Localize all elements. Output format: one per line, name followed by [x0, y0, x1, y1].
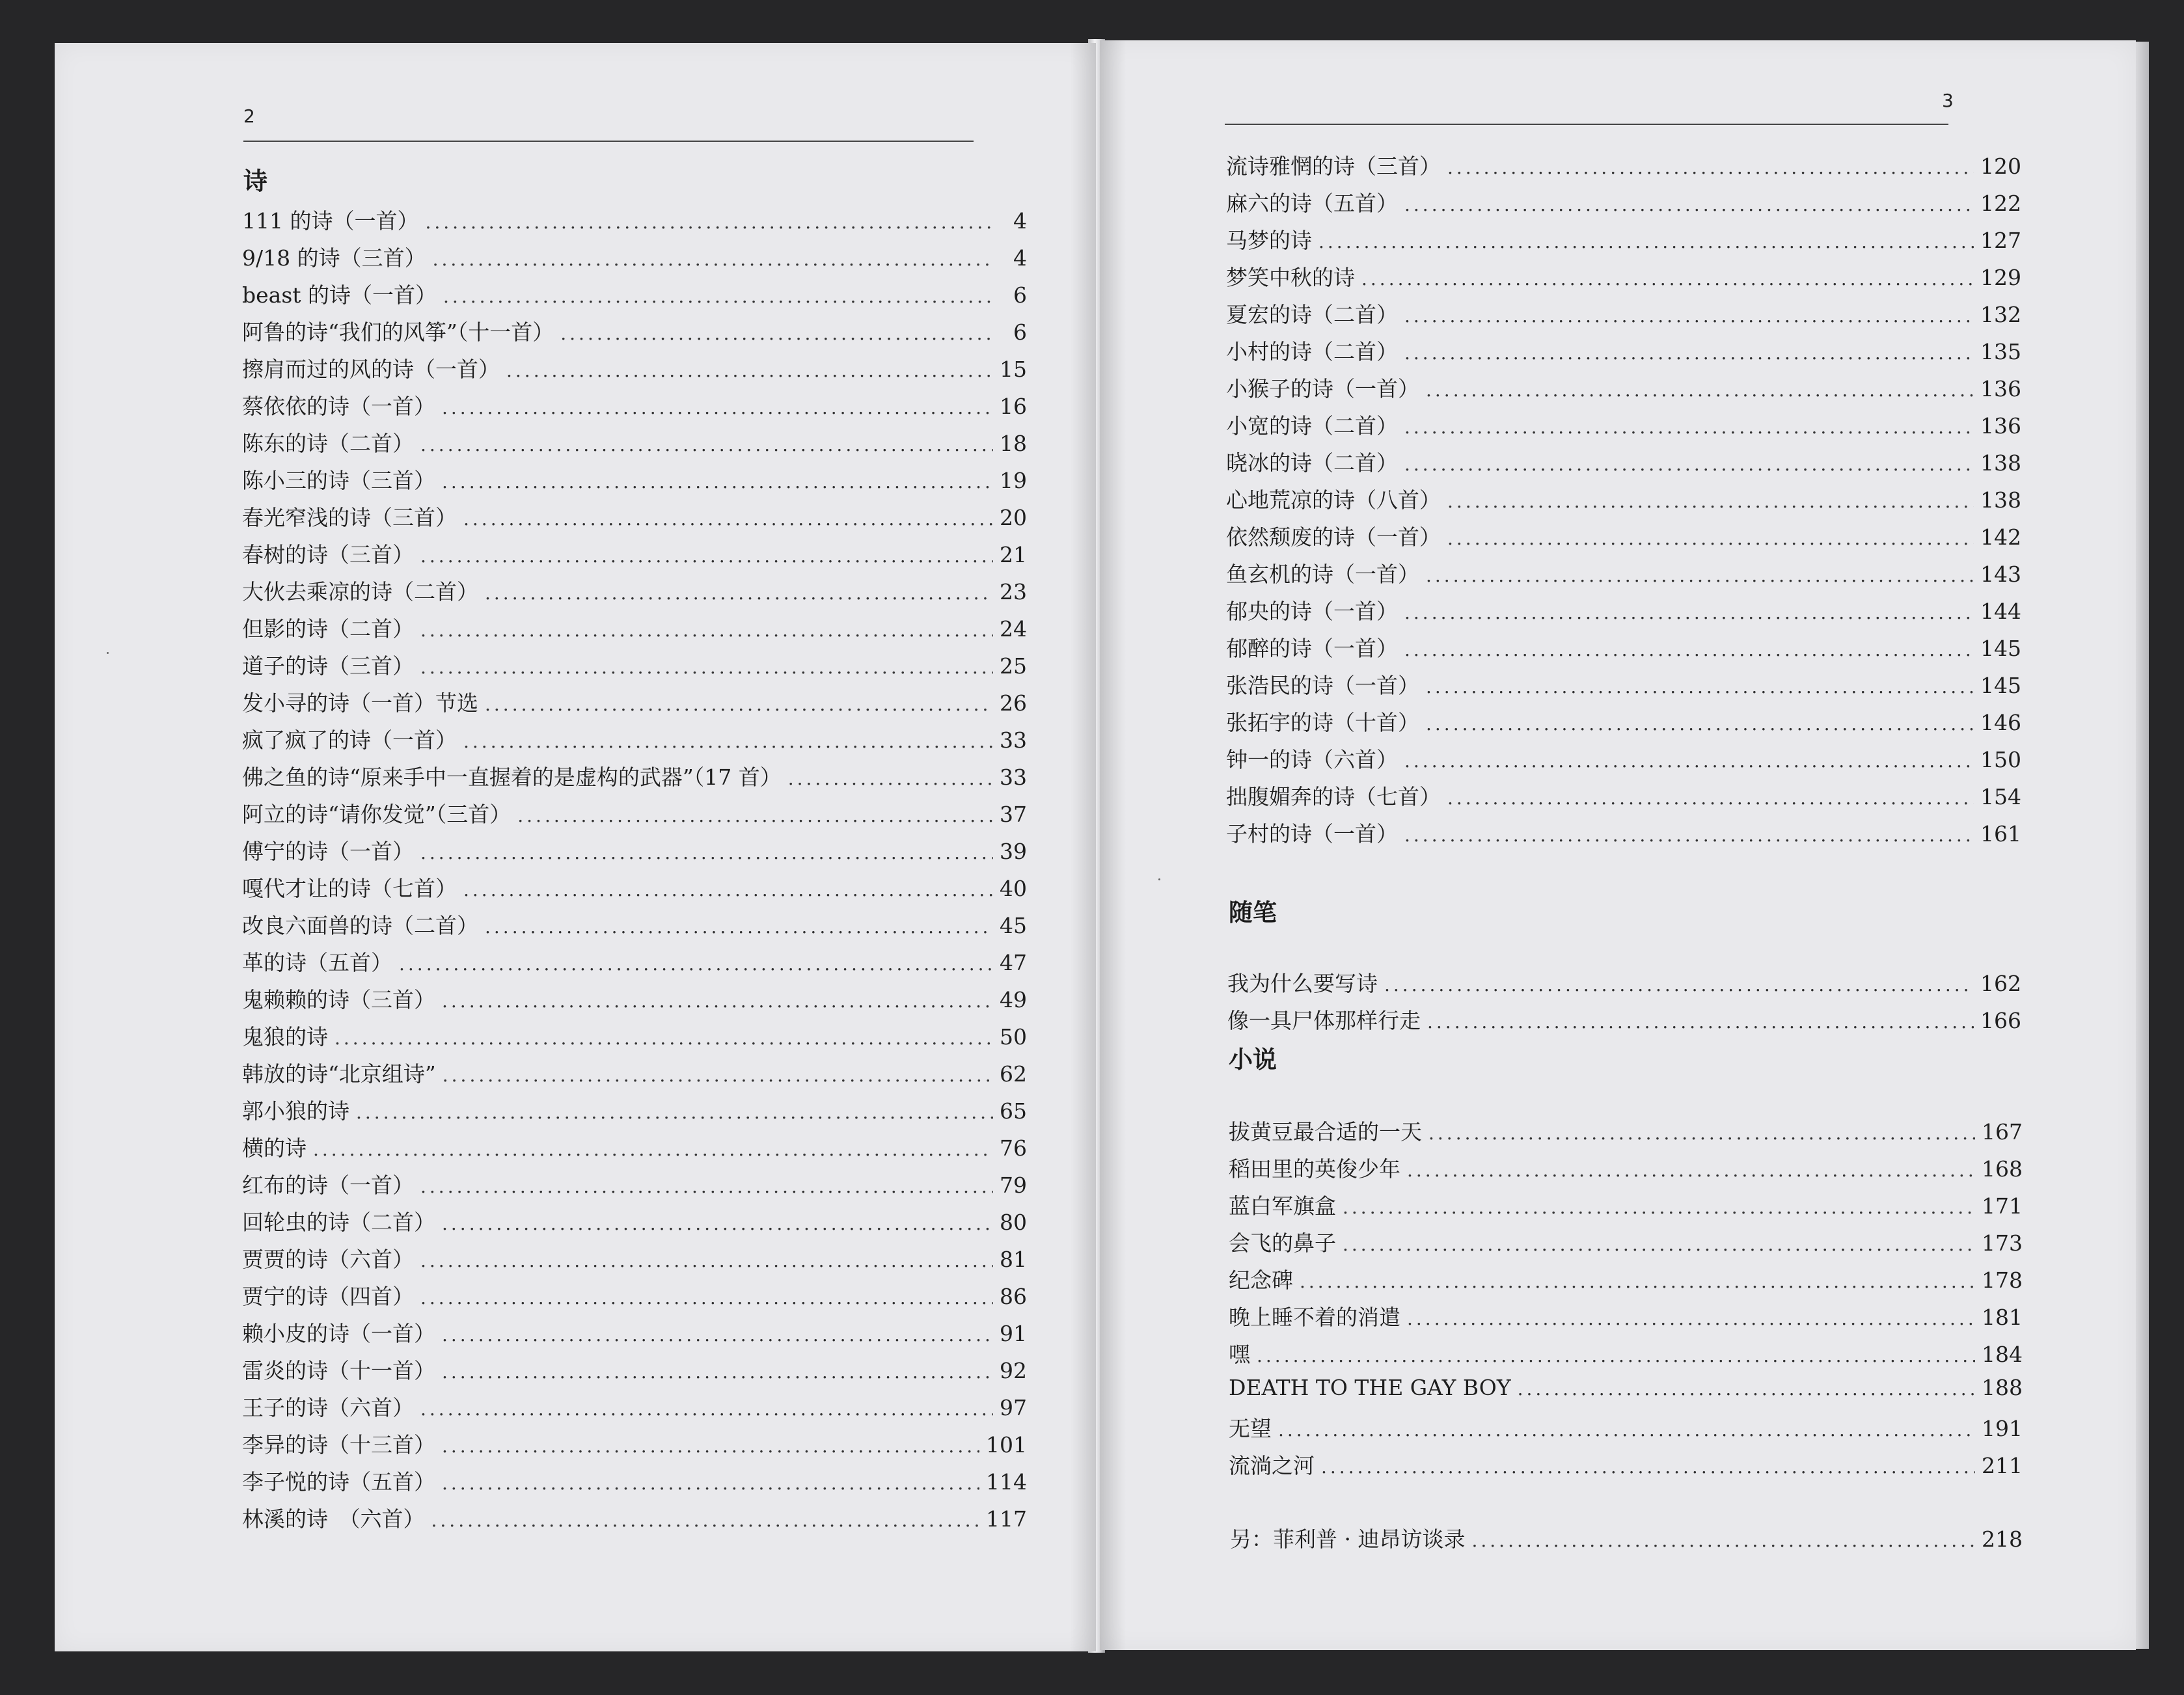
toc-entry-title: 梦笑中秋的诗	[1226, 265, 1355, 290]
toc-list-appendix	[1230, 1523, 2023, 1560]
toc-entry-page: 91	[1000, 1321, 1027, 1346]
toc-entry-title: 但影的诗（二首）	[242, 616, 414, 642]
toc-entry	[1229, 1264, 2023, 1301]
toc-entry	[1226, 743, 2021, 780]
dot-leader	[431, 1510, 980, 1531]
dot-leader	[433, 249, 994, 270]
toc-list-poems-continued	[1226, 150, 2021, 854]
dot-leader	[420, 1250, 993, 1271]
dot-leader	[334, 1027, 993, 1049]
toc-entry-title: 晓冰的诗（二首）	[1226, 450, 1398, 476]
toc-entry	[242, 649, 1027, 686]
section-title-poems: 诗	[243, 167, 267, 195]
toc-entry-page: 101	[986, 1432, 1027, 1458]
dot-leader	[313, 1139, 993, 1160]
toc-entry	[1229, 1449, 2023, 1486]
dot-leader	[442, 1213, 993, 1234]
toc-entry-page: 76	[1000, 1135, 1027, 1161]
toc-entry	[1229, 1227, 2023, 1264]
dot-leader	[420, 545, 993, 567]
toc-entry	[242, 464, 1027, 501]
toc-entry-title: 小猴子的诗（一首）	[1226, 376, 1419, 401]
toc-entry	[242, 278, 1027, 316]
page-edge	[2136, 42, 2149, 1649]
toc-entry-page: 23	[1000, 579, 1027, 604]
toc-entry-title: 贾贾的诗（六首）	[242, 1247, 414, 1272]
toc-entry-title: 韩放的诗“北京组诗”	[242, 1061, 436, 1087]
toc-entry-title: 郁醉的诗（一首）	[1226, 636, 1398, 661]
toc-entry-title: 钟一的诗（六首）	[1226, 747, 1398, 772]
toc-entry-title: 麻六的诗（五首）	[1226, 191, 1398, 216]
toc-entry-title: 心地荒凉的诗（八首）	[1226, 487, 1441, 513]
dot-leader	[1426, 713, 1974, 735]
toc-entry-page: 191	[1982, 1416, 2023, 1441]
dot-leader	[517, 805, 993, 826]
dot-leader	[1426, 379, 1974, 401]
toc-entry-title: 李异的诗（十三首）	[242, 1432, 435, 1458]
toc-entry-page: 136	[1980, 376, 2021, 401]
toc-entry-title: 依然颓废的诗（一首）	[1226, 524, 1441, 550]
toc-entry-title: 夏宏的诗（二首）	[1226, 302, 1398, 327]
toc-entry-title: 纪念碑	[1229, 1268, 1293, 1293]
toc-entry	[1227, 967, 2021, 1004]
toc-entry	[1226, 706, 2021, 743]
toc-entry-title: 鬼赖赖的诗（三首）	[242, 987, 435, 1012]
toc-entry-page: 211	[1982, 1453, 2023, 1478]
toc-entry-title: 鬼狼的诗	[242, 1024, 328, 1050]
dot-leader	[506, 360, 993, 381]
toc-entry	[1226, 817, 2021, 854]
toc-entry-page: 154	[1980, 784, 2021, 809]
toc-list-poems	[242, 204, 1027, 1539]
dot-leader	[1447, 491, 1974, 512]
toc-entry-title: 马梦的诗	[1226, 228, 1312, 253]
toc-entry-title: 革的诗（五首）	[242, 950, 392, 975]
toc-entry-page: 6	[1013, 282, 1027, 308]
toc-entry	[1226, 187, 2021, 224]
dot-leader	[1361, 268, 1974, 290]
toc-entry	[1226, 372, 2021, 409]
toc-entry	[1226, 780, 2021, 817]
toc-entry-title: 像一具尸体那样行走	[1227, 1008, 1421, 1033]
toc-entry	[242, 1169, 1027, 1206]
toc-entry-page: 79	[1000, 1173, 1027, 1198]
toc-entry-page: 127	[1980, 228, 2021, 253]
toc-entry-page: 138	[1980, 450, 2021, 476]
toc-entry	[1229, 1412, 2023, 1449]
toc-entry-page: 162	[1980, 971, 2021, 996]
right-page	[1100, 40, 2136, 1650]
toc-entry-page: 138	[1980, 487, 2021, 513]
toc-entry-title: 阿立的诗“请你发觉”（三首）	[242, 802, 512, 827]
toc-entry-title: 春光窄浅的诗（三首）	[242, 505, 457, 530]
toc-entry-page: 132	[1980, 302, 2021, 327]
dot-leader	[463, 731, 993, 752]
dot-leader	[485, 582, 993, 604]
dot-leader	[1404, 639, 1974, 660]
toc-entry-title: 晚上睡不着的消遣	[1229, 1305, 1400, 1330]
dot-leader	[1257, 1345, 1975, 1366]
toc-entry-page: 45	[1000, 913, 1027, 938]
paper-speck	[1158, 878, 1160, 880]
toc-entry-title: beast 的诗（一首）	[242, 282, 437, 308]
dot-leader	[443, 1064, 993, 1086]
dot-leader	[1404, 194, 1974, 215]
dot-leader	[1426, 676, 1974, 698]
toc-entry-page: 80	[1000, 1210, 1027, 1235]
toc-entry	[1226, 632, 2021, 669]
toc-entry	[242, 798, 1027, 835]
toc-entry	[1226, 335, 2021, 372]
toc-entry-page: 62	[1000, 1061, 1027, 1087]
toc-entry-page: 184	[1982, 1342, 2023, 1367]
toc-entry-title: 回轮虫的诗（二首）	[242, 1210, 435, 1235]
toc-entry-title: 佛之鱼的诗“原来手中一直握着的是虚构的武器”（17 首）	[242, 765, 782, 790]
toc-entry	[242, 761, 1027, 798]
dot-leader	[1447, 528, 1974, 549]
toc-entry-title: 发小寻的诗（一首）节选	[242, 690, 478, 716]
toc-entry	[242, 353, 1027, 390]
toc-entry	[242, 1280, 1027, 1317]
section-title-fiction: 小说	[1229, 1046, 1277, 1074]
dot-leader	[442, 990, 993, 1012]
toc-entry-page: 49	[1000, 987, 1027, 1012]
toc-entry-page: 145	[1980, 636, 2021, 661]
toc-entry	[242, 872, 1027, 909]
dot-leader	[420, 657, 993, 678]
toc-entry	[242, 1428, 1027, 1465]
toc-entry-page: 33	[1000, 765, 1027, 790]
toc-entry-title: 111 的诗（一首）	[242, 208, 419, 234]
toc-entry-page: 135	[1980, 339, 2021, 364]
toc-entry-title: 9/18 的诗（三首）	[242, 245, 426, 271]
dot-leader	[420, 434, 993, 455]
dot-leader	[420, 1398, 993, 1420]
toc-entry	[1226, 224, 2021, 261]
toc-entry-title: 拔黄豆最合适的一天	[1229, 1119, 1422, 1145]
dot-leader	[1404, 454, 1974, 475]
toc-entry	[1226, 409, 2021, 446]
toc-entry-page: 142	[1980, 524, 2021, 550]
dot-leader	[420, 1287, 993, 1309]
toc-entry-page: 181	[1982, 1305, 2023, 1330]
toc-entry-page: 86	[1000, 1284, 1027, 1309]
toc-list-fiction	[1229, 1115, 2023, 1486]
dot-leader	[463, 508, 993, 530]
toc-entry	[242, 501, 1027, 538]
toc-entry-title: 另：菲利普 · 迪昂访谈录	[1230, 1526, 1466, 1552]
toc-entry-title: 嘿	[1229, 1342, 1250, 1367]
dot-leader	[1404, 342, 1974, 364]
toc-entry-page: 65	[1000, 1098, 1027, 1124]
dot-leader	[1278, 1419, 1975, 1441]
toc-entry-page: 143	[1980, 562, 2021, 587]
gutter-shadow	[1100, 40, 1126, 1650]
header-rule	[243, 141, 974, 142]
toc-entry	[1230, 1523, 2023, 1560]
toc-entry-page: 21	[1000, 542, 1027, 567]
toc-entry-page: 6	[1013, 319, 1027, 345]
toc-entry	[1226, 483, 2021, 521]
toc-entry-page: 33	[1000, 727, 1027, 753]
dot-leader	[1404, 602, 1974, 623]
toc-entry-page: 25	[1000, 653, 1027, 679]
toc-entry-page: 161	[1980, 821, 2021, 847]
dot-leader	[1404, 305, 1974, 327]
toc-entry	[242, 1132, 1027, 1169]
toc-entry-page: 166	[1980, 1008, 2021, 1033]
dot-leader	[442, 1361, 993, 1383]
toc-entry-title: 改良六面兽的诗（二首）	[242, 913, 478, 938]
toc-entry-page: 114	[986, 1469, 1027, 1495]
dot-leader	[1404, 750, 1974, 772]
toc-entry-title: 张拓宇的诗（十首）	[1226, 710, 1419, 735]
toc-entry-page: 146	[1980, 710, 2021, 735]
toc-entry-title: 会飞的鼻子	[1229, 1230, 1336, 1256]
toc-entry-page: 37	[1000, 802, 1027, 827]
toc-entry-title: 蓝白军旗盒	[1229, 1193, 1336, 1219]
toc-entry-title: 傅宁的诗（一首）	[242, 839, 414, 864]
dot-leader	[1407, 1308, 1975, 1329]
dot-leader	[1300, 1271, 1975, 1292]
toc-entry-title: 我为什么要写诗	[1227, 971, 1378, 996]
toc-entry	[242, 241, 1027, 278]
toc-entry-page: 47	[1000, 950, 1027, 975]
dot-leader	[1343, 1197, 1975, 1218]
toc-entry	[1229, 1189, 2023, 1227]
dot-leader	[463, 879, 993, 901]
toc-entry-title: 拙腹媚奔的诗（七首）	[1226, 784, 1441, 809]
dot-leader	[1426, 565, 1974, 586]
dot-leader	[485, 694, 993, 715]
toc-entry-page: 15	[1000, 357, 1027, 382]
dot-leader	[442, 1435, 979, 1457]
toc-entry-title: 擦肩而过的风的诗（一首）	[242, 357, 500, 382]
toc-entry-page: 168	[1982, 1156, 2023, 1182]
toc-entry-page: 4	[1013, 245, 1027, 271]
dot-leader	[1343, 1234, 1975, 1255]
toc-entry	[1226, 150, 2021, 187]
dot-leader	[399, 953, 993, 975]
toc-entry	[1229, 1338, 2023, 1375]
toc-entry-title: 无望	[1229, 1416, 1272, 1441]
dot-leader	[1447, 157, 1974, 178]
toc-entry	[242, 1465, 1027, 1502]
toc-entry-title: 赖小皮的诗（一首）	[242, 1321, 435, 1346]
toc-entry-title: 红布的诗（一首）	[242, 1173, 414, 1198]
dot-leader	[442, 1324, 993, 1346]
toc-entry	[242, 1094, 1027, 1132]
toc-entry-title: 小村的诗（二首）	[1226, 339, 1398, 364]
page-number: 2	[243, 105, 255, 127]
toc-entry-page: 4	[1013, 208, 1027, 234]
toc-entry-title: 雷炎的诗（十一首）	[242, 1358, 435, 1383]
toc-entry-title: 大伙去乘凉的诗（二首）	[242, 579, 478, 604]
toc-entry	[242, 427, 1027, 464]
toc-entry-title: 阿鲁的诗“我们的风筝”（十一首）	[242, 319, 554, 345]
toc-entry	[1226, 595, 2021, 632]
dot-leader	[1428, 1122, 1975, 1144]
toc-entry-page: 24	[1000, 616, 1027, 642]
dot-leader	[1427, 1011, 1974, 1033]
dot-leader	[560, 323, 994, 344]
toc-entry-page: 50	[1000, 1024, 1027, 1050]
toc-entry-title: 王子的诗（六首）	[242, 1395, 414, 1420]
toc-entry-title: 稻田里的英俊少年	[1229, 1156, 1400, 1182]
toc-entry-title: 流诗雅惘的诗（三首）	[1226, 154, 1441, 179]
toc-entry	[1227, 1004, 2021, 1041]
dot-leader	[420, 619, 993, 641]
toc-entry	[242, 1057, 1027, 1094]
toc-entry	[1229, 1152, 2023, 1189]
dot-leader	[356, 1102, 993, 1123]
toc-entry-title: 春树的诗（三首）	[242, 542, 414, 567]
dot-leader	[1518, 1378, 1975, 1400]
toc-entry-page: 136	[1980, 413, 2021, 439]
toc-entry-title: 道子的诗（三首）	[242, 653, 414, 679]
toc-entry-page: 129	[1980, 265, 2021, 290]
dot-leader	[1404, 416, 1974, 438]
dot-leader	[420, 1176, 993, 1197]
toc-entry-page: 18	[1000, 431, 1027, 456]
toc-entry-title: 郁央的诗（一首）	[1226, 599, 1398, 624]
toc-entry-page: 20	[1000, 505, 1027, 530]
dot-leader	[485, 916, 993, 938]
toc-entry-page: 145	[1980, 673, 2021, 698]
dot-leader	[1407, 1159, 1975, 1181]
toc-entry-title: 贾宁的诗（四首）	[242, 1284, 414, 1309]
paper-speck	[107, 652, 109, 654]
toc-entry-title: DEATH TO THE GAY BOY	[1229, 1375, 1511, 1400]
toc-entry	[242, 390, 1027, 427]
toc-entry	[242, 946, 1027, 983]
dot-leader	[1384, 974, 1974, 996]
toc-entry-title: 流淌之河	[1229, 1453, 1315, 1478]
toc-entry-title: 横的诗	[242, 1135, 307, 1161]
toc-entry-page: 122	[1980, 191, 2021, 216]
toc-entry	[242, 538, 1027, 575]
toc-entry	[242, 575, 1027, 612]
toc-entry-title: 子村的诗（一首）	[1226, 821, 1398, 847]
toc-entry-page: 26	[1000, 690, 1027, 716]
toc-list-essays	[1227, 967, 2021, 1041]
toc-entry	[242, 1243, 1027, 1280]
toc-entry-page: 39	[1000, 839, 1027, 864]
toc-entry-title: 小宽的诗（二首）	[1226, 413, 1398, 439]
left-page	[55, 43, 1096, 1651]
toc-entry	[242, 686, 1027, 724]
toc-entry-page: 97	[1000, 1395, 1027, 1420]
toc-entry	[242, 983, 1027, 1020]
toc-entry-page: 144	[1980, 599, 2021, 624]
toc-entry	[242, 1391, 1027, 1428]
toc-entry-page: 167	[1982, 1119, 2023, 1145]
toc-entry	[1226, 669, 2021, 706]
header-rule	[1225, 124, 1948, 125]
toc-entry-page: 120	[1980, 154, 2021, 179]
dot-leader	[788, 768, 993, 789]
dot-leader	[1447, 787, 1974, 809]
toc-entry-title: 林溪的诗 （六首）	[242, 1506, 425, 1532]
dot-leader	[442, 1472, 979, 1494]
toc-entry-title: 嘎代才让的诗（七首）	[242, 876, 457, 901]
toc-entry-page: 218	[1982, 1526, 2023, 1552]
dot-leader	[420, 842, 993, 863]
toc-entry-page: 92	[1000, 1358, 1027, 1383]
toc-entry	[1226, 261, 2021, 298]
section-title-essays: 随笔	[1229, 899, 1277, 927]
dot-leader	[442, 471, 993, 493]
toc-entry	[1226, 298, 2021, 335]
toc-entry-page: 81	[1000, 1247, 1027, 1272]
toc-entry	[242, 612, 1027, 649]
toc-entry	[1229, 1301, 2023, 1338]
toc-entry-title: 郭小狼的诗	[242, 1098, 349, 1124]
toc-entry-page: 40	[1000, 876, 1027, 901]
toc-entry	[1226, 446, 2021, 483]
dot-leader	[442, 397, 993, 418]
toc-entry-page: 188	[1982, 1375, 2023, 1400]
dot-leader	[1321, 1456, 1975, 1478]
toc-entry-title: 疯了疯了的诗（一首）	[242, 727, 457, 753]
toc-entry-page: 178	[1982, 1268, 2023, 1293]
toc-entry-title: 蔡依依的诗（一首）	[242, 394, 435, 419]
toc-entry	[242, 724, 1027, 761]
toc-entry-page: 19	[1000, 468, 1027, 493]
toc-entry	[242, 1502, 1027, 1539]
toc-entry	[242, 316, 1027, 353]
toc-entry-title: 张浩民的诗（一首）	[1226, 673, 1419, 698]
page-number: 3	[1942, 90, 1954, 111]
toc-entry	[242, 909, 1027, 946]
toc-entry	[1226, 521, 2021, 558]
toc-entry	[1226, 558, 2021, 595]
toc-entry-title: 陈小三的诗（三首）	[242, 468, 435, 493]
toc-entry-title: 陈东的诗（二首）	[242, 431, 414, 456]
toc-entry-title: 李子悦的诗（五首）	[242, 1469, 435, 1495]
gutter-shadow	[1070, 43, 1096, 1651]
toc-entry-page: 171	[1982, 1193, 2023, 1219]
dot-leader	[1404, 824, 1974, 846]
toc-entry	[242, 1354, 1027, 1391]
toc-entry-page: 150	[1980, 747, 2021, 772]
toc-entry-page: 173	[1982, 1230, 2023, 1256]
dot-leader	[443, 286, 994, 307]
toc-entry-title: 鱼玄机的诗（一首）	[1226, 562, 1419, 587]
toc-entry	[1229, 1375, 2023, 1412]
toc-entry	[242, 835, 1027, 872]
toc-entry	[242, 204, 1027, 241]
dot-leader	[1318, 231, 1974, 252]
toc-entry	[242, 1317, 1027, 1354]
toc-entry-page: 117	[986, 1506, 1027, 1532]
toc-entry	[242, 1020, 1027, 1057]
toc-entry-page: 16	[1000, 394, 1027, 419]
dot-leader	[1471, 1530, 1975, 1551]
dot-leader	[425, 211, 994, 233]
toc-entry	[1229, 1115, 2023, 1152]
toc-entry	[242, 1206, 1027, 1243]
